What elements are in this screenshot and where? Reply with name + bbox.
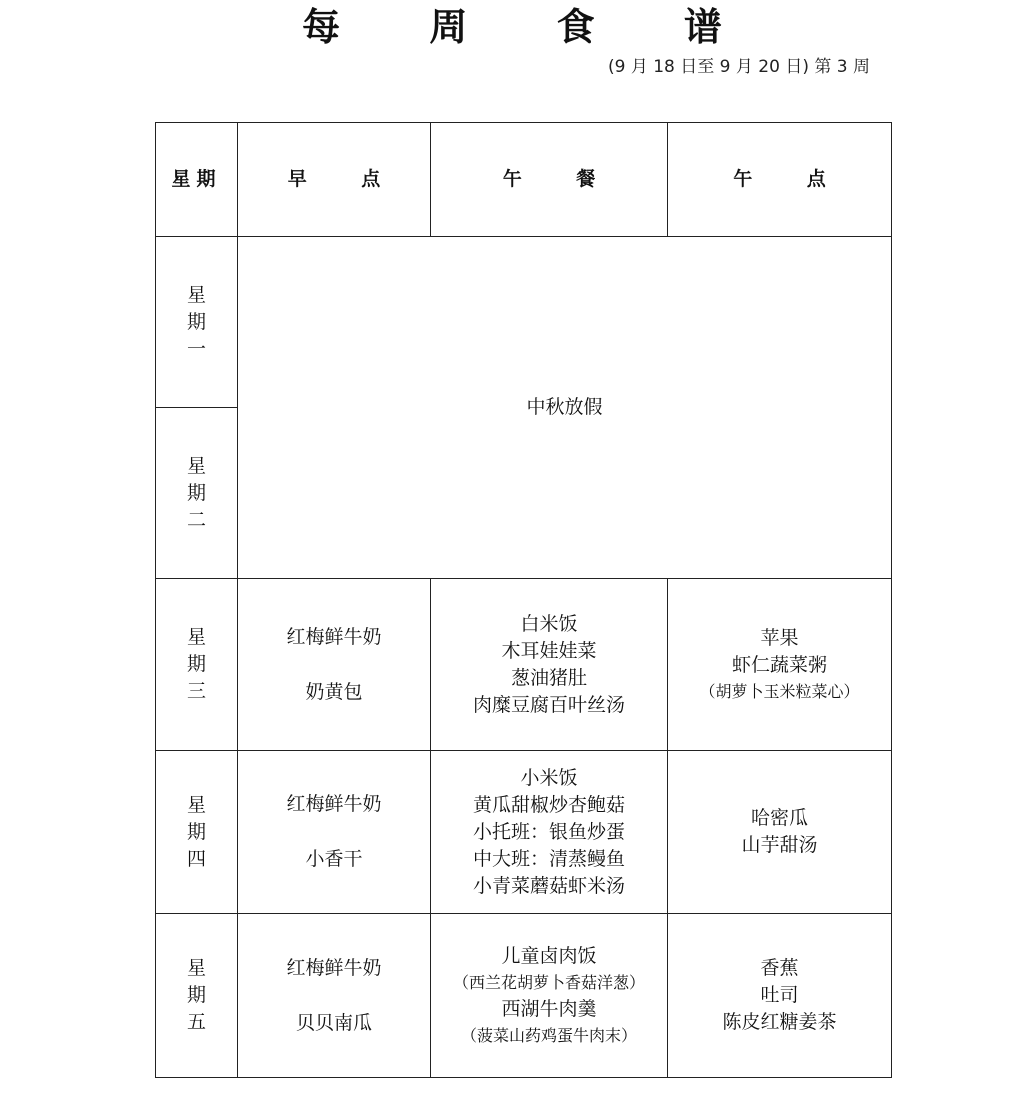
holiday-cell: 中秋放假 (238, 237, 892, 579)
wed-lunch: 白米饭 木耳娃娃菜 葱油猪肚 肉糜豆腐百叶丝汤 (431, 579, 668, 751)
row-thursday (156, 751, 892, 914)
header-breakfast: 早 点 (238, 123, 431, 237)
fri-lunch: 儿童卤肉饭 （西兰花胡萝卜香菇洋葱） 西湖牛肉羹 （菠菜山药鸡蛋牛肉末） (431, 914, 668, 1078)
fri-snack: 香蕉 吐司 陈皮红糖姜茶 (668, 914, 892, 1078)
header-lunch: 午 餐 (431, 123, 668, 237)
header-day: 星期 (156, 123, 238, 237)
day-monday: 星 期 一 (156, 237, 238, 408)
thu-lunch: 小米饭 黄瓜甜椒炒杏鲍菇 小托班：银鱼炒蛋 中大班：清蒸鳗鱼 小青菜蘑菇虾米汤 (431, 751, 668, 914)
fri-breakfast: 红梅鲜牛奶 贝贝南瓜 (238, 914, 431, 1078)
date-range-subtitle: (9 月 18 日至 9 月 20 日) 第 3 周 (607, 57, 870, 77)
row-wednesday (156, 579, 892, 751)
day-wednesday: 星 期 三 (156, 579, 238, 751)
header-row (156, 123, 892, 237)
wed-breakfast: 红梅鲜牛奶 奶黄包 (238, 579, 431, 751)
weekly-menu-table (155, 122, 892, 1078)
row-friday (156, 914, 892, 1078)
day-tuesday: 星 期 二 (156, 408, 238, 579)
day-thursday: 星 期 四 (156, 751, 238, 914)
thu-snack: 哈密瓜 山芋甜汤 (668, 751, 892, 914)
header-snack: 午 点 (668, 123, 892, 237)
thu-breakfast: 红梅鲜牛奶 小香干 (238, 751, 431, 914)
page-title: 每 周 食 谱 (302, 5, 760, 49)
row-monday (156, 237, 892, 408)
wed-snack: 苹果 虾仁蔬菜粥 （胡萝卜玉米粒菜心） (668, 579, 892, 751)
day-friday: 星 期 五 (156, 914, 238, 1078)
